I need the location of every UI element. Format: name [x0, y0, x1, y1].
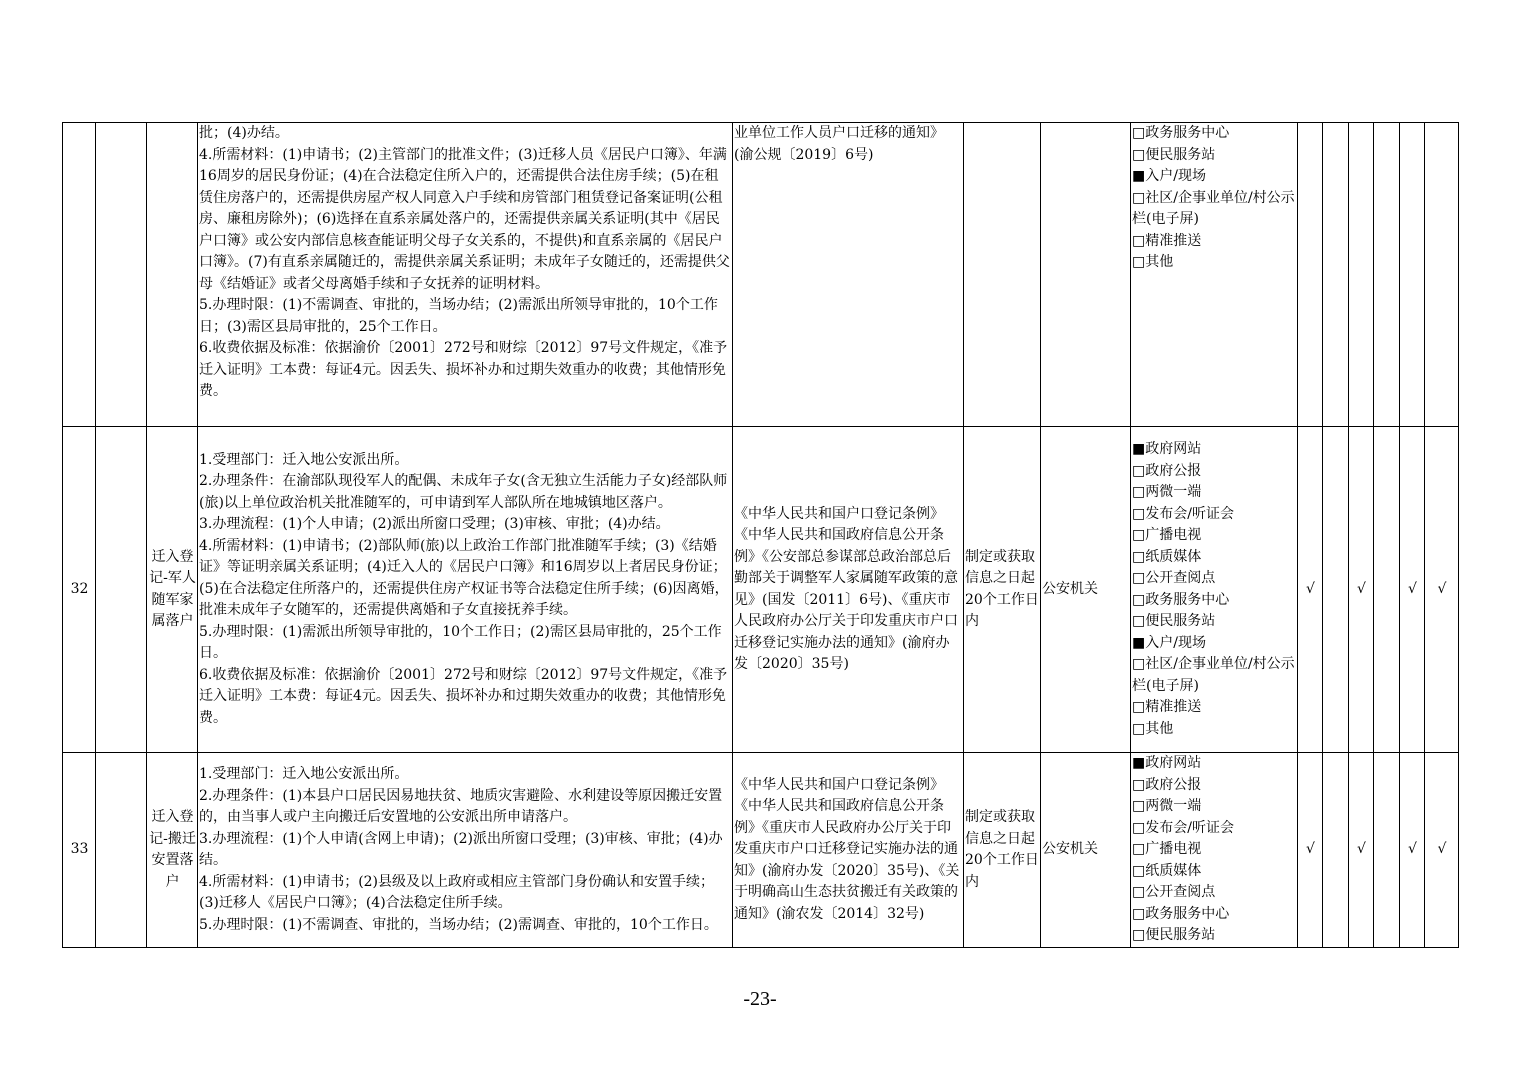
page-number: -23-: [743, 988, 777, 1010]
check-mark-cell: √: [1400, 427, 1425, 753]
detail-paragraph: 4.所需材料：(1)申请书；(2)部队师(旅)以上政治工作部门批准随军手续；(3)《结婚证》等证明亲属关系证明；(4)迁入人的《居民户口簿》和16周岁以上者居民身份证；(5)在合法稳定住所落户的，还需提供住房产权证书等合法稳定住所手续；(6)因离婚，批准未成年子女随军的，还需提供离婚和子女直接抚养手续。: [199, 537, 729, 619]
channel-option: □两微一端: [1132, 798, 1202, 815]
check-mark-cell: [1323, 753, 1349, 948]
item-name-cell: 迁入登记-军人随军家属落户: [147, 427, 198, 753]
channel-option: □社区/企事业单位/村公示栏(电子屏): [1132, 656, 1295, 694]
detail-cell: [198, 427, 733, 753]
row-number-cell: [63, 123, 96, 427]
channel-option: □便民服务站: [1132, 613, 1216, 629]
row-number-cell: 32: [63, 427, 96, 753]
category-cell: [96, 123, 147, 427]
table-row: [63, 123, 1459, 427]
check-mark-cell: √: [1298, 753, 1323, 948]
detail-paragraph: 6.收费依据及标准：依据渝价〔2001〕272号和财综〔2012〕97号文件规定，《准予迁入证明》工本费：每证4元。因丢失、损坏补办和过期失效重办的收费；其他情形免费。: [199, 666, 728, 726]
channel-option: □纸质媒体: [1132, 862, 1202, 879]
subject-cell: [1041, 123, 1131, 427]
check-mark-cell: [1323, 427, 1349, 753]
check-mark-cell: √: [1349, 427, 1374, 753]
channel-option: □政务服务中心: [1132, 125, 1230, 141]
detail-cell: [198, 753, 733, 948]
check-mark-cell: √: [1425, 753, 1459, 948]
detail-paragraph: 1.受理部门：迁入地公安派出所。: [199, 451, 409, 468]
check-mark-cell: √: [1400, 753, 1425, 948]
subject-cell: 公安机关: [1041, 753, 1131, 948]
check-mark-cell: [1374, 123, 1400, 427]
table-row: [63, 753, 1459, 948]
detail-paragraph: 5.办理时限：(1)需派出所领导审批的，10个工作日；(2)需区县局审批的，25个工作日。: [199, 623, 722, 662]
basis-text: 业单位工作人员户口迁移的通知》(渝公规〔2019〕6号): [734, 125, 944, 163]
channels-cell: [1131, 753, 1298, 948]
check-mark-cell: [1374, 427, 1400, 753]
channel-option: □其他: [1132, 254, 1174, 270]
channel-option: □精准推送: [1132, 232, 1202, 249]
channel-option: □政府公报: [1132, 462, 1202, 479]
check-mark-cell: √: [1298, 427, 1323, 753]
channel-option: □其他: [1132, 720, 1174, 737]
check-mark-cell: √: [1349, 753, 1374, 948]
basis-text: 《中华人民共和国户口登记条例》《中华人民共和国政府信息公开条例》《公安部总参谋部总政治部总后勤部关于调整军人家属随军政策的意见》(国发〔2011〕6号)、《重庆市人民政府办公厅关于印发重庆市户口迁移登记实施办法的通知》(渝府办发〔2020〕35号): [734, 505, 958, 672]
channel-option: □社区/企事业单位/村公示栏(电子屏): [1132, 189, 1295, 227]
channels-cell: [1131, 427, 1298, 753]
disclosure-table: [62, 122, 1459, 948]
channel-option: ■入户/现场: [1132, 634, 1206, 651]
subject-cell: 公安机关: [1041, 427, 1131, 753]
row-number-cell: 33: [63, 753, 96, 948]
check-mark-cell: [1323, 123, 1349, 427]
detail-paragraph: 5.办理时限：(1)不需调查、审批的，当场办结；(2)需调查、审批的，10个工作日。: [199, 916, 718, 933]
check-mark-cell: [1425, 123, 1459, 427]
detail-paragraph: 6.收费依据及标准：依据渝价〔2001〕272号和财综〔2012〕97号文件规定，《准予迁入证明》工本费：每证4元。因丢失、损坏补办和过期失效重办的收费；其他情形免费。: [199, 340, 728, 399]
time-limit-cell: 制定或获取信息之日起20个工作日内: [964, 427, 1041, 753]
time-limit-cell: 制定或获取信息之日起20个工作日内: [964, 753, 1041, 948]
check-mark-cell: [1374, 753, 1400, 948]
channel-option: □便民服务站: [1132, 146, 1216, 163]
channel-option: □发布会/听证会: [1132, 505, 1234, 522]
item-name-cell: [147, 123, 198, 427]
table-row: [63, 427, 1459, 753]
basis-cell: [733, 123, 964, 427]
basis-cell: [733, 753, 964, 948]
check-mark-cell: √: [1425, 427, 1459, 753]
channel-option: ■政府网站: [1132, 755, 1202, 772]
check-mark-cell: [1298, 123, 1323, 427]
channel-option: □广播电视: [1132, 527, 1202, 543]
category-cell: [96, 427, 147, 753]
channel-option: □政府公报: [1132, 776, 1202, 793]
channel-option: ■入户/现场: [1132, 168, 1206, 184]
detail-paragraph: 批；(4)办结。: [199, 125, 289, 141]
category-cell: [96, 753, 147, 948]
detail-paragraph: 4.所需材料：(1)申请书；(2)县级及以上政府或相应主管部门身份确认和安置手续；(3)迁移人《居民户口簿》；(4)合法稳定住所手续。: [199, 873, 715, 911]
detail-paragraph: 5.办理时限：(1)不需调查、审批的，当场办结；(2)需派出所领导审批的，10个工作日；(3)需区县局审批的，25个工作日。: [199, 297, 718, 335]
channel-option: □公开查阅点: [1132, 884, 1216, 901]
channel-option: □两微一端: [1132, 484, 1202, 500]
basis-text: 《中华人民共和国户口登记条例》《中华人民共和国政府信息公开条例》《重庆市人民政府办公厅关于印发重庆市户口迁移登记实施办法的通知》(渝府办发〔2020〕35号)、《关于明确高山生态扶贫搬迁有关政策的通知》(渝农发〔2014〕32号): [734, 776, 960, 922]
item-name-cell: 迁入登记-搬迁安置落户: [147, 753, 198, 948]
channel-option: □纸质媒体: [1132, 548, 1202, 565]
channel-option: □政务服务中心: [1132, 591, 1230, 608]
check-mark-cell: [1400, 123, 1425, 427]
channel-option: □广播电视: [1132, 841, 1202, 858]
detail-cell: [198, 123, 733, 427]
basis-cell: [733, 427, 964, 753]
detail-paragraph: 4.所需材料：(1)申请书；(2)主管部门的批准文件；(3)迁移人员《居民户口簿》、年满16周岁的居民身份证；(4)在合法稳定住所入户的，还需提供合法住房手续；(5)在租赁住房落户的，还需提供房屋产权人同意入户手续和房管部门租赁登记备案证明(公租房、廉租房除外)；(6)选择在直系亲属处落户的，还需提供亲属关系证明(其中《居民户口簿》或公安内部信息核查能证明父母子女关系的，不提供)和直系亲属的《居民户口簿》。(7)有直系亲属随迁的，需提供亲属关系证明；未成年子女随迁的，还需提供父母《结婚证》或者父母离婚手续和子女抚养的证明材料。: [199, 146, 730, 292]
detail-paragraph: 2.办理条件：(1)本县户口居民因易地扶贫、地质灾害避险、水利建设等原因搬迁安置的，由当事人或户主向搬迁后安置地的公安派出所申请落户。: [199, 787, 723, 825]
check-mark-cell: [1349, 123, 1374, 427]
channels-cell: [1131, 123, 1298, 427]
channel-option: ■政府网站: [1132, 441, 1202, 457]
detail-paragraph: 3.办理流程：(1)个人申请(含网上申请)；(2)派出所窗口受理；(3)审核、审批；(4)办结。: [199, 830, 723, 868]
time-limit-cell: [964, 123, 1041, 427]
detail-paragraph: 1.受理部门：迁入地公安派出所。: [199, 766, 409, 782]
channel-option: □公开查阅点: [1132, 570, 1216, 586]
detail-paragraph: 3.办理流程：(1)个人申请；(2)派出所窗口受理；(3)审核、审批；(4)办结。: [199, 516, 670, 533]
channel-option: □发布会/听证会: [1132, 819, 1234, 836]
channel-option: □便民服务站: [1132, 927, 1216, 944]
detail-paragraph: 2.办理条件：在渝部队现役军人的配偶、未成年子女(含无独立生活能力子女)经部队师(旅)以上单位政治机关批准随军的，可申请到军人部队所在地城镇地区落户。: [199, 473, 728, 511]
channel-option: □政务服务中心: [1132, 905, 1230, 922]
channel-option: □精准推送: [1132, 699, 1202, 715]
